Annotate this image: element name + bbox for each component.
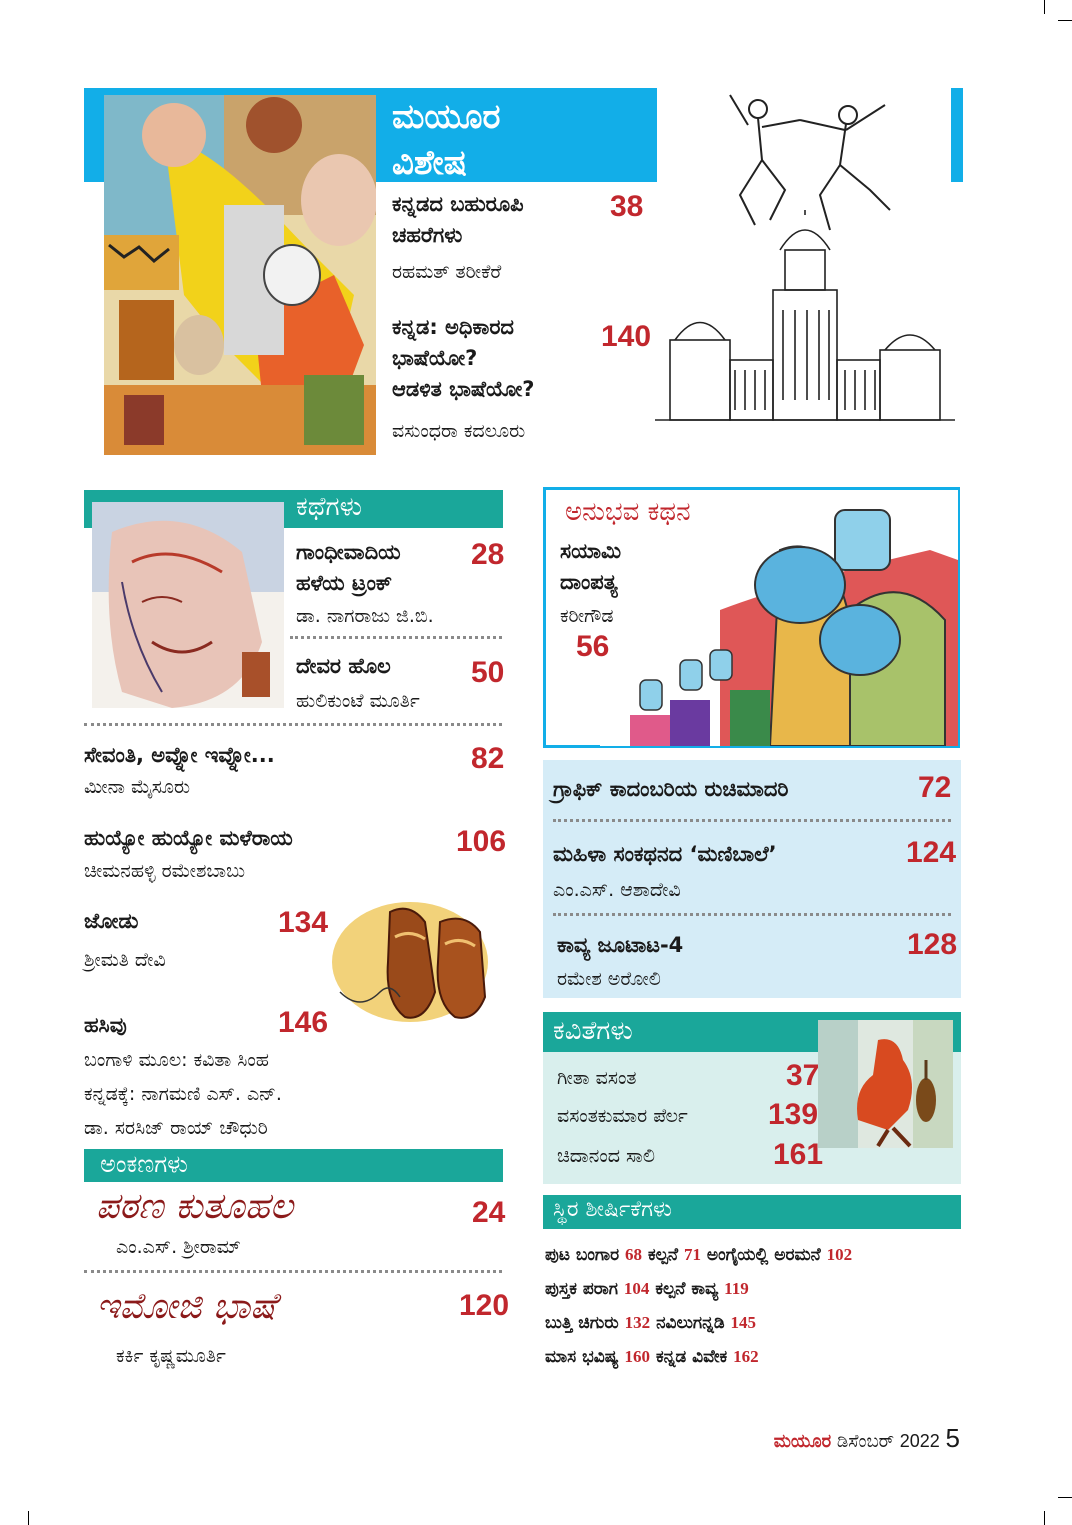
special-item-2-page: 140 [601, 320, 652, 353]
story-6-author-line3: ಡಾ. ಸರಸಿಜ್ ರಾಯ್ ಚೌಧುರಿ [84, 1117, 268, 1139]
story-6-authors [84, 1043, 282, 1145]
divider [553, 913, 951, 916]
divider [84, 1270, 502, 1273]
regular-line-3 [545, 1306, 852, 1340]
regular-item-name[interactable]: ಕನ್ನಡ ವಿವೇಕ [655, 1347, 728, 1367]
regular-item-page: 102 [826, 1245, 853, 1264]
columns-header-title: ಅಂಕಣಗಳು [100, 1150, 188, 1178]
poems-header-title: ಕವಿತೆಗಳು [553, 1016, 633, 1046]
story-6-page: 146 [278, 1006, 329, 1039]
special-item-1-title-line1: ಕನ್ನಡದ ಬಹುರೂಪಿ [392, 192, 524, 216]
special-item-1-author: ರಹಮತ್ ತರೀಕೆರೆ [392, 261, 502, 283]
special-header-line2: ವಿಶೇಷ [392, 143, 467, 183]
special-item-1-title[interactable] [392, 189, 524, 251]
old-man-portrait-illustration [92, 502, 284, 708]
stories-header-title: ಕಥೆಗಳು [296, 492, 362, 522]
special-item-2-title[interactable] [392, 312, 535, 405]
story-1-title-line1: ಗಾಂಧೀವಾದಿಯ [296, 540, 401, 564]
feature-2-title[interactable]: ಮಹಿಳಾ ಸಂಕಥನದ ‘ಮಣಿಬಾಲೆ’ [553, 842, 777, 866]
story-5-author: ಶ್ರೀಮತಿ ದೇವಿ [84, 949, 166, 971]
column-1-title[interactable]: ಪಠಣ ಕುತೂಹಲ [96, 1186, 294, 1227]
footer-month: ಡಿಸೆಂಬರ್ [836, 1431, 895, 1452]
regular-line-1 [545, 1238, 852, 1272]
footer-magazine-name: ಮಯೂರ [773, 1431, 832, 1452]
feature-1-page: 72 [918, 771, 952, 804]
story-2-author: ಹುಲಿಕುಂಟೆ ಮೂರ್ತಿ [296, 690, 420, 712]
kannada-collage-illustration [104, 95, 376, 455]
feature-1-title[interactable]: ಗ್ರಾಫಿಕ್ ಕಾದಂಬರಿಯ ರುಚಿಮಾದರಿ [553, 777, 789, 801]
regular-line-2 [545, 1272, 852, 1306]
regular-line-4 [545, 1340, 852, 1374]
regular-item-page: 145 [730, 1313, 756, 1332]
story-1-title[interactable] [296, 537, 401, 599]
column-2-title[interactable]: ಇಮೋಜಿ ಭಾಷೆ [96, 1286, 277, 1327]
story-1-page: 28 [471, 538, 505, 571]
special-item-1-page: 38 [610, 190, 644, 223]
column-2-page: 120 [459, 1289, 510, 1322]
special-header-line1: ಮಯೂರ [392, 97, 501, 137]
story-3-author: ಮೀನಾ ಮೈಸೂರು [84, 776, 191, 798]
story-4-title[interactable]: ಹುಯ್ಯೋ ಹುಯ್ಯೋ ಮಳೆರಾಯ [84, 826, 293, 850]
experience-title-line1: ಸಯಾಮಿ [560, 539, 622, 563]
poem-3-page: 161 [773, 1138, 824, 1171]
story-1-author: ಡಾ. ನಾಗರಾಜು ಜಿ.ಬಿ. [296, 605, 434, 627]
story-2-page: 50 [471, 656, 505, 689]
feature-3-page: 128 [907, 928, 958, 961]
column-1-page: 24 [472, 1196, 506, 1229]
story-4-author: ಚೀಮನಹಳ್ಳಿ ರಮೇಶಬಾಬು [84, 860, 245, 882]
poem-1-page: 37 [786, 1059, 820, 1092]
regular-item-name[interactable]: ಪುಟ ಬಂಗಾರ [545, 1245, 620, 1265]
feature-3-title[interactable]: ಕಾವ್ಯ ಜೂಟಾಟ-4 [557, 933, 684, 957]
building-sketch-illustration [655, 210, 955, 440]
shoes-illustration [330, 882, 506, 1032]
regular-item-name[interactable]: ನವಿಲುಗನ್ನಡಿ [656, 1313, 725, 1333]
special-item-2-author: ವಸುಂಧರಾ ಕದಲೂರು [392, 420, 526, 442]
story-3-page: 82 [471, 742, 505, 775]
divider [553, 819, 951, 822]
feature-2-page: 124 [906, 836, 957, 869]
footer-page-number: 5 [945, 1423, 960, 1453]
regular-item-page: 162 [733, 1347, 759, 1366]
feature-2-author: ಎಂ.ಎಸ್. ಆಶಾದೇವಿ [553, 879, 681, 901]
regular-item-name[interactable]: ಕಲ್ಪನೆ [647, 1245, 679, 1265]
special-item-2-title-line2: ಭಾಷೆಯೋ? [392, 346, 478, 370]
regular-item-page: 132 [624, 1313, 651, 1332]
poem-2-author[interactable]: ವಸಂತಕುಮಾರ ಪೆರ್ಲ [557, 1105, 688, 1127]
column-1-author: ಎಂ.ಎಸ್. ಶ್ರೀರಾಮ್ [116, 1236, 241, 1258]
story-5-page: 134 [278, 906, 329, 939]
regular-item-name[interactable]: ಪುಸ್ತಕ ಪರಾಗ [545, 1279, 618, 1299]
footer-year: 2022 [899, 1431, 940, 1451]
special-item-1-title-line2: ಚಹರೆಗಳು [392, 223, 463, 247]
feature-3-author: ರಮೇಶ ಅರೋಲಿ [557, 968, 661, 990]
crop-mark [28, 1511, 29, 1525]
crop-mark [1044, 1511, 1045, 1525]
experience-header-title: ಅನುಭವ ಕಥನ [565, 497, 691, 527]
story-6-author-line1: ಬಂಗಾಳಿ ಮೂಲ: ಕವಿತಾ ಸಿಂಹ [84, 1049, 269, 1071]
crop-mark [1058, 1497, 1072, 1498]
special-header-title [392, 94, 500, 186]
poem-3-author[interactable]: ಚಿದಾನಂದ ಸಾಲಿ [557, 1145, 655, 1167]
divider [84, 723, 502, 726]
story-5-title[interactable]: ಜೋಡು [84, 909, 139, 933]
story-3-title[interactable]: ಸೇವಂತಿ, ಅವ್ನೋ ಇವ್ನೋ... [84, 743, 275, 767]
experience-author: ಕರೀಗೌಡ [560, 605, 614, 627]
column-2-author: ಕರ್ಕಿ ಕೃಷ್ಣಮೂರ್ತಿ [116, 1345, 226, 1367]
regular-header-title: ಸ್ಥಿರ ಶೀರ್ಷಿಕೆಗಳು [553, 1197, 672, 1222]
special-item-2-title-line1: ಕನ್ನಡ: ಅಧಿಕಾರದ [392, 315, 514, 339]
regular-item-name[interactable]: ಮಾಸ ಭವಿಷ್ಯ [545, 1347, 619, 1367]
regular-item-page: 160 [624, 1347, 651, 1366]
story-6-title[interactable]: ಹಸಿವು [84, 1013, 127, 1037]
dancer-painting-illustration [818, 1020, 953, 1148]
story-1-title-line2: ಹಳೆಯ ಟ್ರಂಕ್ [296, 571, 393, 595]
story-4-page: 106 [456, 825, 507, 858]
regular-item-page: 119 [724, 1279, 749, 1298]
special-header-bar-end [951, 88, 963, 182]
story-2-title[interactable]: ದೇವರ ಹೊಲ [296, 654, 391, 678]
regular-item-page: 68 [625, 1245, 643, 1264]
experience-title-line2: ದಾಂಪತ್ಯ [560, 570, 618, 594]
regular-item-name[interactable]: ಬುತ್ತಿ ಚಿಗುರು [545, 1313, 619, 1333]
couple-illustration [600, 490, 958, 746]
regular-item-name[interactable]: ಕಲ್ಪನೆ ಕಾವ್ಯ [655, 1279, 719, 1299]
divider [290, 636, 502, 639]
crop-mark [1044, 0, 1045, 14]
regular-item-page: 71 [683, 1245, 701, 1264]
special-item-2-title-line3: ಆಡಳಿತ ಭಾಷೆಯೋ? [392, 377, 535, 401]
regular-item-page: 104 [623, 1279, 650, 1298]
poem-2-page: 139 [768, 1098, 819, 1131]
regular-list [545, 1238, 852, 1374]
regular-item-name[interactable]: ಅಂಗೈಯಲ್ಲಿ ಅರಮನೆ [706, 1245, 821, 1265]
experience-page: 56 [576, 630, 610, 663]
poem-1-author[interactable]: ಗೀತಾ ವಸಂತ [557, 1067, 637, 1089]
footer [774, 1423, 960, 1454]
experience-title[interactable] [560, 536, 621, 598]
story-6-author-line2: ಕನ್ನಡಕ್ಕೆ: ನಾಗಮಣಿ ಎಸ್. ಎನ್. [84, 1083, 282, 1105]
crop-mark [1058, 20, 1072, 21]
